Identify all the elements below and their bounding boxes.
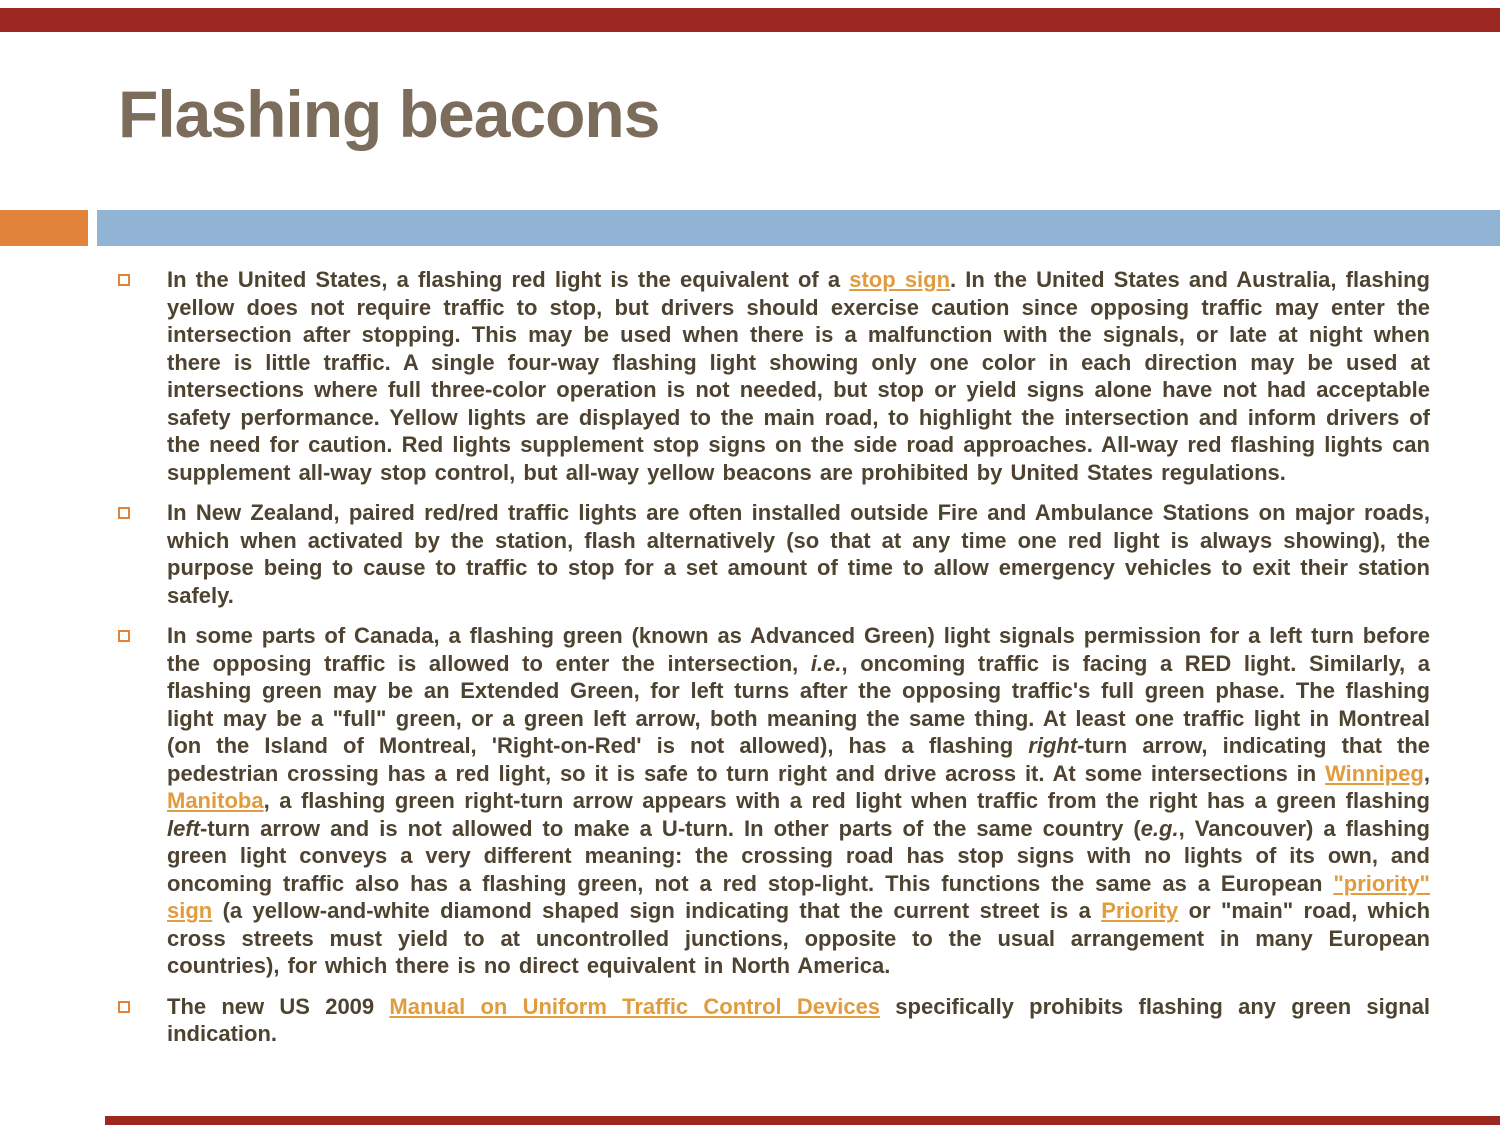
body-text: (a yellow-and-white diamond shaped sign indicating that the current street is a bbox=[212, 898, 1102, 923]
bullet-paragraph bbox=[167, 266, 1430, 486]
body-text: specifically prohibits flashing any green signal indication. bbox=[167, 993, 1430, 1046]
bullet-item bbox=[118, 266, 1430, 486]
bullet-item bbox=[118, 499, 1430, 609]
body-text: turn arrow, indicating that the pedestrian crossing has a red light, so it is safe to turn right and drive across it. At some intersections in bbox=[167, 733, 1430, 786]
bottom-accent-bar bbox=[105, 1116, 1500, 1125]
italic-text: left bbox=[167, 815, 200, 841]
bullet-list bbox=[118, 266, 1430, 1061]
top-accent-bar bbox=[0, 8, 1500, 32]
blue-divider-bar bbox=[97, 210, 1500, 246]
bullet-item bbox=[118, 993, 1430, 1048]
body-text: In New Zealand, paired red/red traffic lights are often installed outside Fire and Ambulance Stations on major roads, which when activated by the station, flash alternatively (so that at any time one red light is always showing), the purpose being to cause to traffic to stop for a set amount of time to allow emergency vehicles to exit their station safely. bbox=[167, 500, 1430, 608]
bullet-item bbox=[118, 622, 1430, 980]
slide-title: Flashing beacons bbox=[118, 77, 660, 151]
italic-text: right- bbox=[1028, 733, 1085, 758]
hyperlink[interactable]: Manual on Uniform Traffic Control Devices bbox=[389, 993, 881, 1019]
body-text: -turn arrow and is not allowed to make a U-turn. In other parts of the same country ( bbox=[200, 815, 1141, 841]
bullet-paragraph bbox=[167, 499, 1430, 609]
italic-text: e.g. bbox=[1140, 815, 1179, 841]
bullet-paragraph bbox=[167, 993, 1430, 1048]
bullet-square-icon bbox=[118, 630, 130, 642]
body-text: , Vancouver) a flashing green light conveys a very different meaning: the crossing road has stop signs with no lights of its own, and oncoming traffic also has a flashing green, not a red stop-light. This functions the same as a European bbox=[167, 815, 1430, 896]
divider-band bbox=[0, 210, 1500, 246]
bullet-square-icon bbox=[118, 1001, 130, 1013]
hyperlink[interactable]: Winnipeg bbox=[1325, 760, 1424, 786]
italic-text: i.e. bbox=[810, 650, 842, 676]
body-text: , a flashing green right-turn arrow appears with a red light when traffic from the right has a green flashing bbox=[263, 788, 1430, 813]
body-text: In some parts of Canada, a flashing green (known as Advanced Green) light signals permission for a left turn before the opposing traffic is allowed to enter the intersection, bbox=[167, 623, 1430, 676]
band-gap bbox=[88, 210, 97, 246]
body-text: In the United States, a flashing red light is the equivalent of a bbox=[167, 267, 850, 292]
bullet-paragraph bbox=[167, 622, 1430, 980]
hyperlink[interactable]: Priority bbox=[1101, 898, 1179, 923]
body-text: . In the United States and Australia, flashing yellow does not require traffic to stop, but drivers should exercise caution since opposing traffic may enter the intersection after stopping. This may be used when there is a malfunction with the signals, or late at night when there is little traffic. A single four-way flashing light showing only one color in each direction may be used at intersections where full three-color operation is not needed, but stop or yield signs alone have not had acceptable safety performance. Yellow lights are displayed to the main road, to highlight the intersection and inform drivers of the need for caution. Red lights supplement stop signs on the side road approaches. All-way red flashing lights can supplement all-way stop control, but all-way yellow beacons are prohibited by United States regulations. bbox=[167, 267, 1430, 485]
bullet-square-icon bbox=[118, 507, 130, 519]
hyperlink[interactable]: "priority" sign bbox=[167, 870, 1430, 923]
bullet-square-icon bbox=[118, 274, 130, 286]
hyperlink[interactable]: Manitoba bbox=[167, 788, 264, 813]
body-text: The new US 2009 bbox=[167, 993, 390, 1019]
orange-accent-block bbox=[0, 210, 88, 246]
body-text: , bbox=[1423, 760, 1430, 786]
body-text: , oncoming traffic is facing a RED light. Similarly, a flashing green may be an Extended Green, for left turns after the opposing traffic's full green phase. The flashing light may be a "full" green, or a green left arrow, both meaning the same thing. At least one traffic light in Montreal (on the Island of Montreal, 'Right-on-Red' is not allowed), has a flashing bbox=[167, 650, 1431, 758]
body-text: or "main" road, which cross streets must yield to at uncontrolled junctions, opposite to the usual arrangement in many European countries), for which there is no direct equivalent in North America. bbox=[167, 898, 1431, 978]
hyperlink[interactable]: stop sign bbox=[849, 267, 951, 292]
